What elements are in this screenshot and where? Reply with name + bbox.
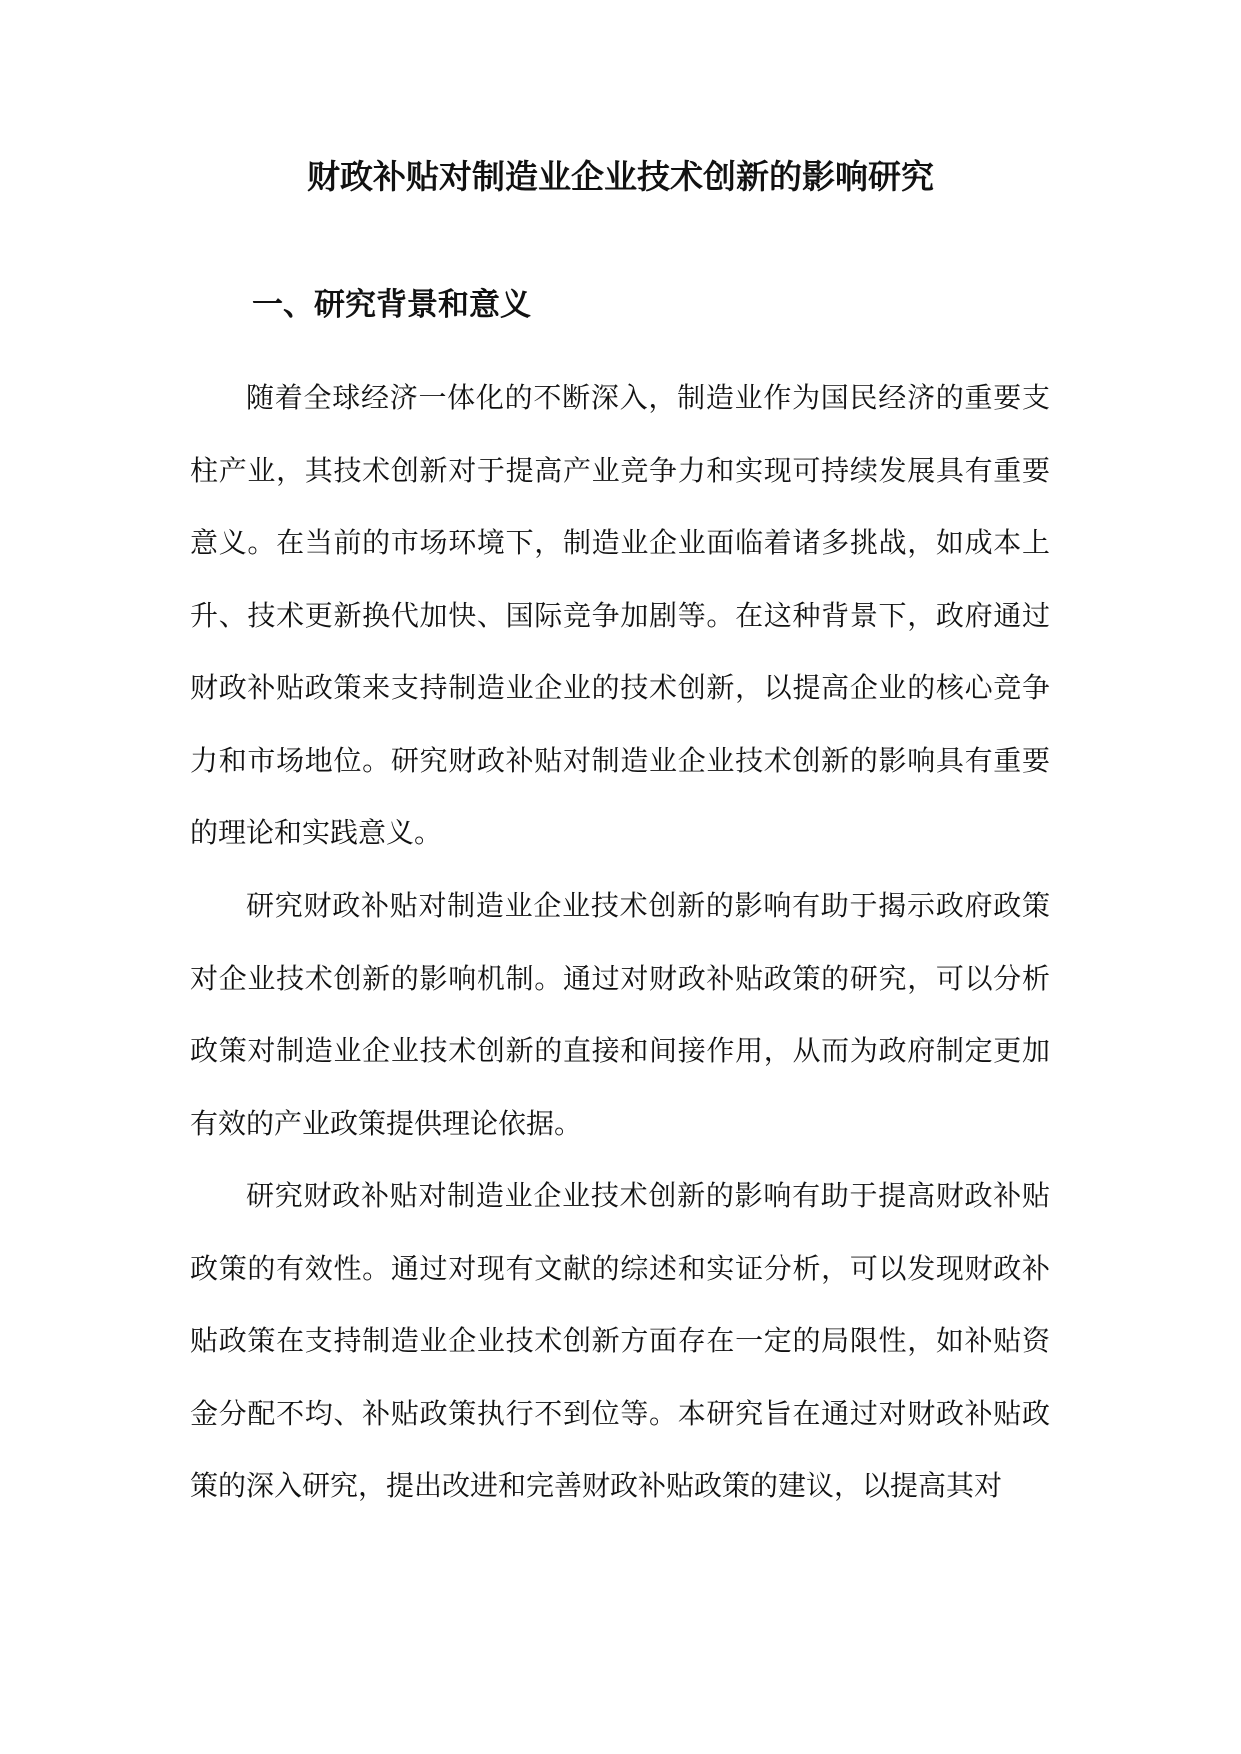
section-heading: 一、研究背景和意义: [252, 287, 531, 323]
paragraph: 随着全球经济一体化的不断深入，制造业作为国民经济的重要支柱产业，其技术创新对于提高产业竞争力和实现可持续发展具有重要意义。在当前的市场环境下，制造业企业面临着诸多挑战，如成本上升、技术更新换代加快、国际竞争加剧等。在这种背景下，政府通过财政补贴政策来支持制造业企业的技术创新，以提高企业的核心竞争力和市场地位。研究财政补贴对制造业企业技术创新的影响具有重要的理论和实践意义。: [190, 381, 1050, 849]
document-title: 财政补贴对制造业企业技术创新的影响研究: [307, 157, 934, 196]
paragraph: 研究财政补贴对制造业企业技术创新的影响有助于揭示政府政策对企业技术创新的影响机制。通过对财政补贴政策的研究，可以分析政策对制造业企业技术创新的直接和间接作用，从而为政府制定更加有效的产业政策提供理论依据。: [190, 889, 1050, 1140]
paragraph: 研究财政补贴对制造业企业技术创新的影响有助于提高财政补贴政策的有效性。通过对现有文献的综述和实证分析，可以发现财政补贴政策在支持制造业企业技术创新方面存在一定的局限性，如补贴资金分配不均、补贴政策执行不到位等。本研究旨在通过对财政补贴政策的深入研究，提出改进和完善财政补贴政策的建议，以提高其对: [190, 1179, 1050, 1502]
